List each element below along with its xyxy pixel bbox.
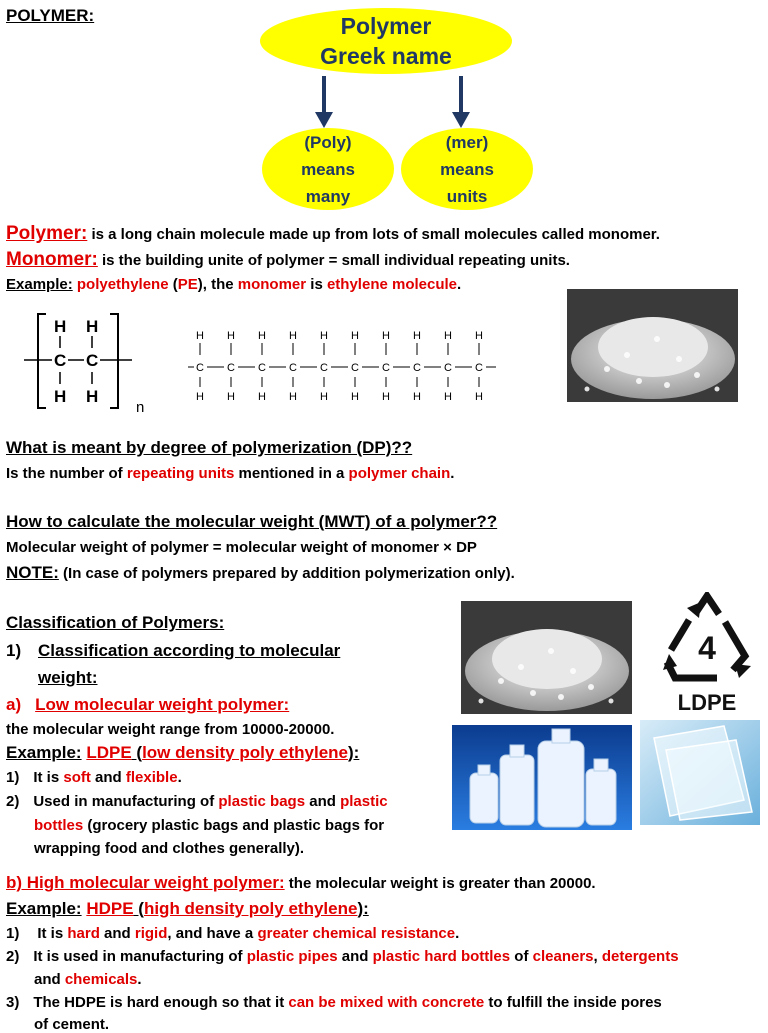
p2-l2b: (grocery plastic bags and plastic bags for	[83, 817, 385, 834]
ldpe-point-2-line3: wrapping food and clothes generally).	[34, 840, 305, 857]
recycle-number: 4	[698, 630, 716, 666]
svg-text:C: C	[54, 351, 67, 370]
arrows-graphic	[300, 72, 480, 134]
ldpe-full: low density poly ethylene	[142, 743, 348, 762]
h2-l2c: .	[137, 971, 142, 988]
chain-carbon: C	[475, 362, 483, 374]
chain-hydrogen-top: H	[196, 330, 204, 342]
plastic-bags-photo	[640, 720, 760, 825]
mer-bubble	[401, 128, 533, 210]
chain-carbon: C	[289, 362, 297, 374]
mer-line1: (mer)	[445, 132, 489, 152]
chain-hydrogen-top: H	[444, 330, 452, 342]
h2-chemicals: chemicals	[64, 971, 138, 988]
h2-l2a: and	[34, 971, 65, 988]
chain-hydrogen-bottom: H	[475, 391, 483, 403]
chain-carbon: C	[320, 362, 328, 374]
h1-rigid: rigid	[134, 925, 168, 942]
low-mw-range: the molecular weight range from 10000-20000.	[6, 721, 335, 738]
high-mw-title: b) High molecular weight polymer:	[6, 873, 285, 892]
chain-hydrogen-bottom: H	[382, 391, 390, 403]
ex-t4: is	[306, 276, 327, 293]
hdpe-full: high density poly ethylene	[143, 899, 358, 918]
h2-pipes: plastic pipes	[246, 948, 338, 965]
chain-hydrogen-top: H	[351, 330, 359, 342]
p1-a: It is	[33, 769, 64, 786]
a-label: a)	[6, 695, 22, 714]
chain-hydrogen-bottom: H	[289, 391, 297, 403]
dp-polymer-chain: polymer chain	[348, 465, 451, 482]
hdpe-example	[6, 899, 369, 919]
svg-text:H: H	[54, 387, 67, 406]
h3-num: 3)	[6, 994, 20, 1011]
svg-text:H: H	[54, 317, 67, 336]
chain-hydrogen-bottom: H	[258, 391, 266, 403]
poly-line1: (Poly)	[304, 132, 352, 152]
high-mw-text: the molecular weight is greater than 20000.	[284, 875, 596, 892]
chain-hydrogen-bottom: H	[444, 391, 452, 403]
svg-text:H: H	[86, 387, 99, 406]
note-text: (In case of polymers prepared by addition polymerization only).	[58, 565, 515, 582]
h2-c: and	[337, 948, 373, 965]
chain-carbon: C	[258, 362, 266, 374]
dp-t1: Is the number of	[6, 465, 127, 482]
hdpe-open: (	[133, 899, 144, 918]
p2-c: and	[305, 793, 341, 810]
p2-a: Used in manufacturing of	[33, 793, 219, 810]
ex-t3: ), the	[197, 276, 238, 293]
h3-c: to fulfill the inside pores	[484, 994, 662, 1011]
chain-carbon: C	[196, 362, 204, 374]
svg-text:H: H	[86, 317, 99, 336]
example-label: Example:	[6, 276, 73, 293]
monomer-term: Monomer:	[6, 249, 98, 270]
p1-c: and	[90, 769, 126, 786]
low-mw-title: Low molecular weight polymer:	[35, 695, 290, 714]
ex-pe: PE	[177, 276, 198, 293]
ex-polyethylene: polyethylene	[76, 276, 169, 293]
pellets-photo-2	[461, 601, 632, 714]
chain-carbon: C	[351, 362, 359, 374]
mer-line2: means	[440, 159, 494, 179]
example-polyethylene	[6, 276, 461, 293]
chain-hydrogen-top: H	[475, 330, 483, 342]
mwt-note	[6, 563, 515, 583]
monomer-definition	[6, 249, 570, 271]
mwt-question: How to calculate the molecular weight (MWT) of a polymer??	[6, 512, 498, 531]
hdpe-point-3-line2: of cement.	[34, 1016, 110, 1033]
ex-ethylene: ethylene molecule	[326, 276, 458, 293]
greek-name-bubble	[260, 8, 512, 74]
polyethylene-chain	[186, 325, 496, 405]
plastic-bottles-photo	[452, 725, 632, 830]
dp-t3: .	[450, 465, 455, 482]
h1-hard: hard	[67, 925, 100, 942]
h1-resistance: greater chemical resistance	[257, 925, 456, 942]
dp-answer	[6, 465, 454, 482]
hdpe-close: ):	[357, 899, 369, 918]
p2-bottles: bottles	[34, 817, 84, 834]
chain-hydrogen-top: H	[227, 330, 235, 342]
h2-g: ,	[593, 948, 602, 965]
h2-a: It is used in manufacturing of	[33, 948, 247, 965]
p1-soft: soft	[63, 769, 91, 786]
high-mw-line	[6, 873, 596, 893]
monomer-def-text: is the building unite of polymer = small individual repeating units.	[97, 252, 570, 269]
greek-line1: Polymer	[340, 13, 432, 39]
classification-title: Classification of Polymers:	[6, 613, 225, 632]
greek-line2: Greek name	[320, 43, 452, 69]
chain-hydrogen-bottom: H	[320, 391, 328, 403]
ex-monomer: monomer	[237, 276, 307, 293]
svg-text:C: C	[86, 351, 99, 370]
hdpe-ex-label: Example:	[6, 899, 82, 918]
dp-question: What is meant by degree of polymerization (DP)??	[6, 438, 413, 457]
ex-t2: (	[168, 276, 178, 293]
hdpe-point-2	[6, 948, 679, 965]
chain-hydrogen-bottom: H	[351, 391, 359, 403]
ldpe-abbr: LDPE	[86, 743, 132, 762]
h1-a: It is	[37, 925, 68, 942]
p1-flexible: flexible	[125, 769, 178, 786]
chain-carbon: C	[227, 362, 235, 374]
h1-num: 1)	[6, 925, 20, 942]
chain-hydrogen-top: H	[258, 330, 266, 342]
polymer-term: Polymer:	[6, 223, 88, 244]
ldpe-point-1	[6, 769, 182, 786]
h1-e: , and have a	[167, 925, 258, 942]
pellets-photo-1	[567, 289, 738, 402]
note-label: NOTE:	[6, 563, 59, 582]
chain-carbon: C	[444, 362, 452, 374]
h1-g: .	[455, 925, 460, 942]
ldpe-example	[6, 743, 359, 763]
p2-plastic: plastic	[340, 793, 388, 810]
p2-num: 2)	[6, 793, 20, 810]
hdpe-point-3	[6, 994, 662, 1011]
low-mw-a	[6, 695, 289, 715]
h1-c: and	[99, 925, 135, 942]
class-item1-line1: Classification according to molecular	[38, 641, 341, 660]
dp-t2: mentioned in a	[234, 465, 349, 482]
chain-hydrogen-bottom: H	[196, 391, 204, 403]
mwt-formula: Molecular weight of polymer = molecular weight of monomer × DP	[6, 539, 477, 556]
ex-t5: .	[457, 276, 462, 293]
hdpe-abbr: HDPE	[86, 899, 134, 918]
p2-plastic-bags: plastic bags	[218, 793, 306, 810]
recycle-ldpe-icon	[655, 592, 760, 716]
polymer-definition	[6, 223, 660, 245]
h2-hard-bottles: plastic hard bottles	[372, 948, 511, 965]
class-item1-num: 1)	[6, 641, 22, 660]
h2-cleaners: cleaners	[532, 948, 594, 965]
mer-line3: units	[446, 186, 488, 206]
chain-carbon: C	[382, 362, 390, 374]
ldpe-ex-label: Example:	[6, 743, 82, 762]
chain-hydrogen-top: H	[382, 330, 390, 342]
h3-concrete: can be mixed with concrete	[288, 994, 485, 1011]
hdpe-point-1	[6, 925, 459, 942]
chain-hydrogen-top: H	[320, 330, 328, 342]
ldpe-point-2-line2	[34, 817, 384, 834]
p1-e: .	[177, 769, 182, 786]
h3-a: The HDPE is hard enough so that it	[33, 994, 289, 1011]
h2-num: 2)	[6, 948, 20, 965]
chain-hydrogen-bottom: H	[227, 391, 235, 403]
repeat-unit-structure	[18, 308, 158, 416]
chain-hydrogen-top: H	[289, 330, 297, 342]
svg-text:n: n	[136, 399, 145, 416]
ldpe-point-2	[6, 793, 388, 810]
polymer-def-text: is a long chain molecule made up from lots of small molecules called monomer.	[87, 226, 660, 243]
dp-repeating-units: repeating units	[126, 465, 235, 482]
h2-e: of	[510, 948, 533, 965]
page-title: POLYMER:	[6, 6, 95, 25]
p1-num: 1)	[6, 769, 20, 786]
poly-line3: many	[305, 186, 351, 206]
poly-bubble	[262, 128, 394, 210]
class-item1-line2: weight:	[38, 668, 98, 687]
chain-hydrogen-top: H	[413, 330, 421, 342]
hdpe-point-2-line2	[34, 971, 142, 988]
ldpe-close: ):	[348, 743, 360, 762]
recycle-label: LDPE	[677, 690, 737, 715]
chain-hydrogen-bottom: H	[413, 391, 421, 403]
chain-carbon: C	[413, 362, 421, 374]
ldpe-open: (	[131, 743, 143, 762]
poly-line2: means	[301, 159, 355, 179]
h2-detergents: detergents	[601, 948, 679, 965]
